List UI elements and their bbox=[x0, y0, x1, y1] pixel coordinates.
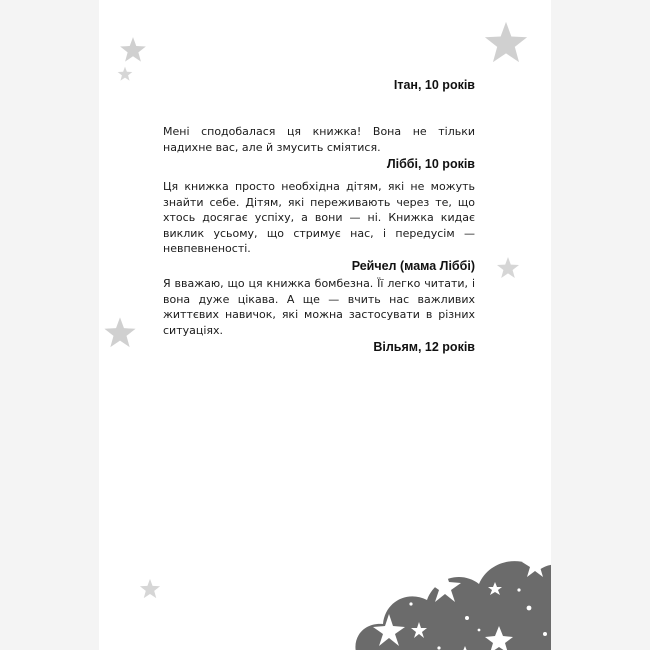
review-text: Ця книжка просто необхідна дітям, які не можуть знайти себе. Дітям, які переживають через те, що хтось досягає успіху, а вони — ні. Книжка кидає виклик усьому, що стримує нас, і передусім — невпевненості. bbox=[163, 180, 475, 256]
review-2 bbox=[163, 124, 475, 171]
review-author: Ліббі, 10 років bbox=[386, 157, 475, 172]
review-author: Ітан, 10 років bbox=[393, 78, 475, 92]
star-icon bbox=[496, 256, 520, 280]
star-icon bbox=[139, 578, 161, 600]
book-page bbox=[99, 0, 551, 650]
star-icon bbox=[119, 36, 147, 64]
cloud-icon bbox=[349, 530, 551, 650]
review-text: Мені сподобалася ця книжка! Вона не тільки надихне вас, але й змусить сміятися. bbox=[163, 125, 475, 154]
star-icon bbox=[483, 20, 529, 66]
star-icon bbox=[103, 316, 137, 350]
review-1 bbox=[163, 78, 475, 92]
review-4 bbox=[163, 276, 475, 354]
review-author: Рейчел (мама Ліббі) bbox=[351, 258, 475, 273]
review-3 bbox=[163, 179, 475, 273]
star-icon bbox=[117, 66, 133, 82]
review-text: Я вважаю, що ця книжка бомбезна. Її легко читати, і вона дуже цікава. А ще — вчить нас важливих життєвих навичок, які можна застосувати в різних ситуаціях. bbox=[163, 277, 475, 337]
review-author: Вільям, 12 років bbox=[373, 340, 475, 355]
